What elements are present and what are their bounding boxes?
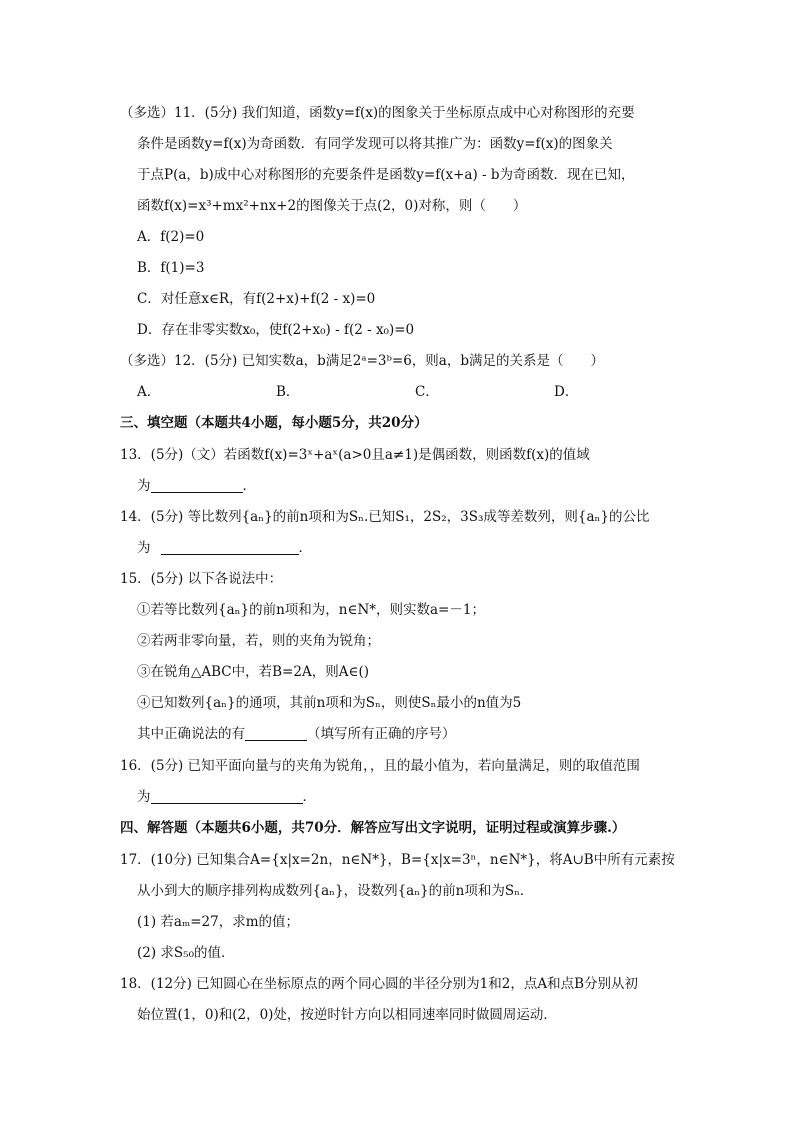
q14-suffix: ． [298,540,312,556]
q14-prefix: 为 [137,540,151,556]
q11-line-1: （多选）11．(5分) 我们知道，函数y=f(x)的图象关于坐标原点成中心对称图形的充要 [120,105,635,121]
q11-line-2: 条件是函数y=f(x)为奇函数．有同学发现可以将其推广为：函数y=f(x)的图象关 [137,136,613,152]
q15-line-6 [137,724,456,744]
q17-line-2: 从小到大的顺序排列构成数列{aₙ}，设数列{aₙ}的前n项和为Sₙ． [137,883,534,899]
q12-options [137,382,693,402]
q15-item-3: ③在锐角△ABC中，若B=2A，则A∈() [137,664,369,680]
q15-item-1: ①若等比数列{aₙ}的前n项和为，n∈N*，则实数a=－1； [137,602,485,618]
q17-part-2: (2) 求S₅₀的值． [137,945,235,961]
q11-option-a: A．f(2)=0 [137,229,205,245]
q16-suffix: ． [302,789,316,805]
q15-item-4: ④已知数列{aₙ}的通项，其前n项和为Sₙ，则使Sₙ最小的n值为5 [137,695,522,711]
q14-answer-blank[interactable] [161,540,299,555]
q12-line-1: （多选）12．(5分) 已知实数a，b满足2ᵃ=3ᵇ=6，则a，b满足的关系是（ ） [120,353,604,369]
q15-item-2: ②若两非零向量，若，则的夹角为锐角； [137,633,380,649]
q15-answer-blank[interactable] [245,726,307,741]
q16-line-1: 16．(5分) 已知平面向量与的夹角为锐角，，且的最小值为，若向量满足，则的取值范围 [120,758,640,774]
q17-part-1: (1) 若aₘ=27，求m的值； [137,914,300,930]
q15-suffix: （填写所有正确的序号） [307,726,456,742]
q13-line-1: 13．(5分)（文）若函数f(x)=3ˣ+aˣ(a>0且a≠1)是偶函数，则函数f(x)的值域 [120,447,590,463]
q12-option-d: D． [554,384,579,400]
q11-option-c: C．对任意x∈R，有f(2+x)+f(2 - x)=0 [137,291,376,307]
q16-prefix: 为 [137,789,151,805]
section-4-heading: 四、解答题（本题共6小题，共70分．解答应写出文字说明，证明过程或演算步骤.） [120,820,626,836]
q11-option-b: B．f(1)=3 [137,260,205,276]
section-3-heading: 三、填空题（本题共4小题，每小题5分，共20分） [120,415,428,431]
q18-line-2: 始位置(1，0)和(2，0)处，按逆时针方向以相同速率同时做圆周运动． [137,1007,557,1023]
q13-answer-blank[interactable] [151,478,243,493]
q12-option-a: A． [137,384,161,400]
q13-line-2 [137,476,256,496]
q14-line-1: 14．(5分) 等比数列{aₙ}的前n项和为Sₙ.已知S₁，2S₂，3S₃成等差数列，则{aₙ}的公比 [120,509,650,525]
q11-line-3: 于点P(a，b)成中心对称图形的充要条件是函数y=f(x+a) - b为奇函数．现在已知， [137,167,635,183]
q11-option-d: D．存在非零实数x₀，使f(2+x₀) - f(2 - x₀)=0 [137,322,415,338]
q14-line-2 [137,538,312,558]
q12-option-c: C． [415,384,439,400]
q16-line-2 [137,787,316,807]
q12-option-b: B． [276,384,300,400]
q16-answer-blank[interactable] [151,789,303,804]
q17-line-1: 17．(10分) 已知集合A={x|x=2n，n∈N*}，B={x|x=3ⁿ，n∈N*}，将A∪B中所有元素按 [120,852,675,868]
q13-suffix: ． [242,478,256,494]
q18-line-1: 18．(12分) 已知圆心在坐标原点的两个同心圆的半径分别为1和2，点A和点B分别从初 [120,976,639,992]
q15-line-1: 15．(5分) 以下各说法中： [120,571,283,587]
q13-prefix: 为 [137,478,151,494]
q11-line-4: 函数f(x)=x³+mx²+nx+2的图像关于点(2，0)对称，则（ ） [137,198,527,214]
q15-prefix: 其中正确说法的有 [137,726,245,742]
